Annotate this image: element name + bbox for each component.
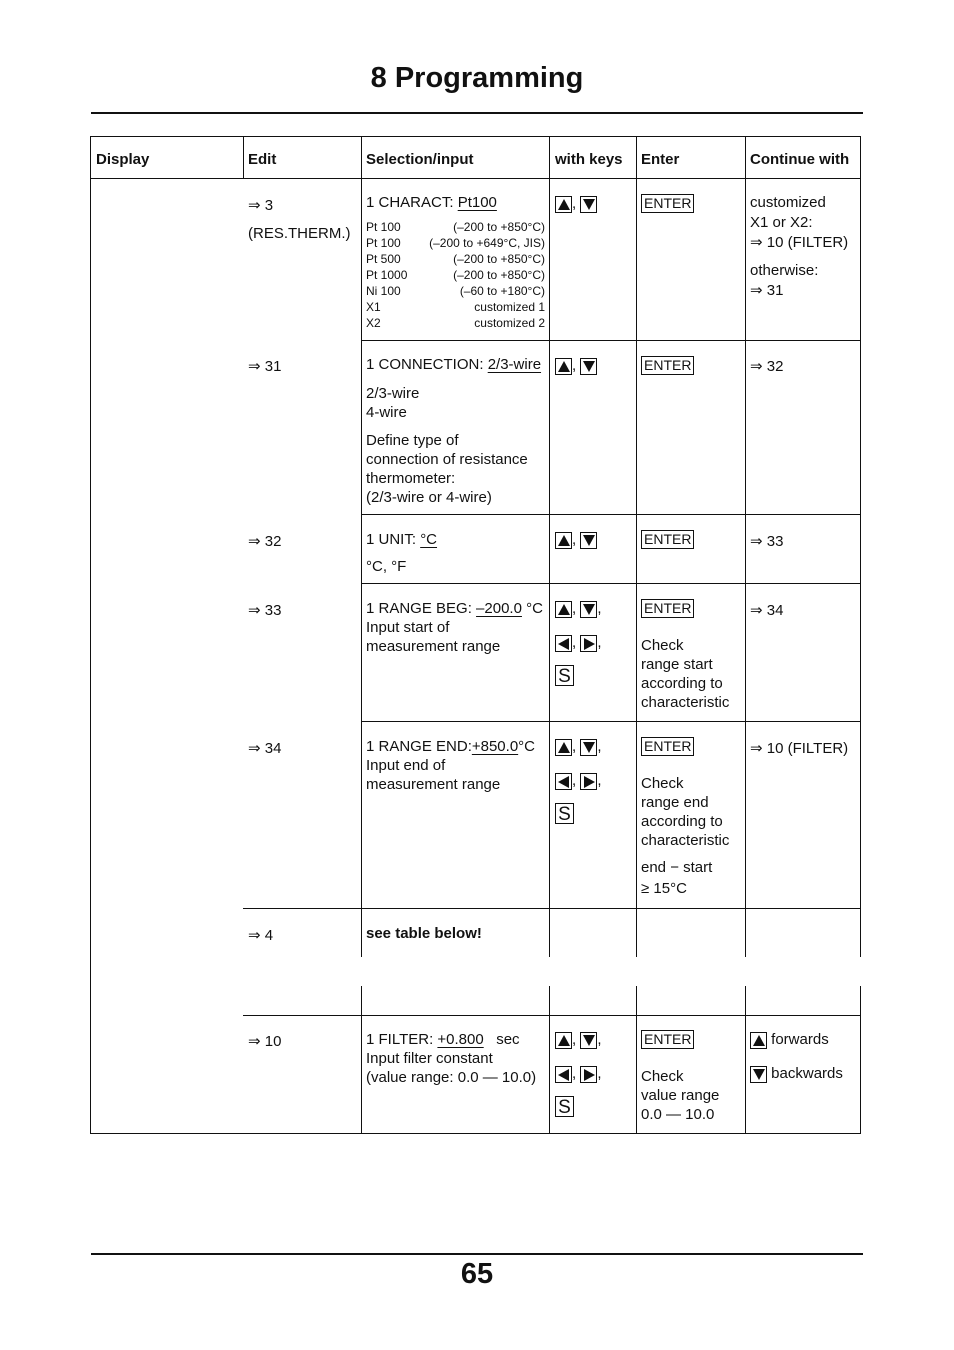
down-arrow-key-icon: [750, 1066, 767, 1083]
right-arrow-key-icon: [580, 773, 597, 790]
selection-cell: [366, 599, 543, 656]
header-enter: Enter: [641, 151, 680, 168]
check-text: value range: [641, 1087, 720, 1104]
table-line: [361, 583, 861, 584]
comma: ,: [572, 1065, 577, 1082]
right-arrow-key-icon: [580, 635, 597, 652]
enter-key: ENTER: [641, 356, 694, 375]
check-text: according to: [641, 813, 723, 830]
continue-target: 33: [766, 533, 784, 550]
comma: ,: [572, 738, 577, 755]
arrow-icon: ⇒: [248, 927, 261, 944]
option-list: [366, 219, 545, 331]
option-name: X1: [366, 300, 381, 314]
left-arrow-key-icon: [555, 635, 572, 652]
up-arrow-key-icon: [555, 1032, 572, 1049]
enter-key: ENTER: [641, 599, 694, 618]
comma: ,: [597, 1065, 602, 1082]
sel-value: °C: [420, 531, 438, 548]
option-name: X2: [366, 316, 381, 330]
list-item: [366, 267, 545, 283]
sel-prefix: 1 UNIT:: [366, 531, 421, 548]
down-arrow-key-icon: [580, 601, 597, 618]
enter-key: ENTER: [641, 194, 694, 213]
down-arrow-key-icon: [580, 739, 597, 756]
check-text: range start: [641, 656, 713, 673]
s-key-icon: S: [555, 1096, 574, 1117]
s-key-icon: S: [555, 803, 574, 824]
arrow-icon: ⇒: [248, 1033, 261, 1050]
enter-cell: [641, 599, 729, 712]
comma: ,: [572, 772, 577, 789]
arrow-icon: ⇒: [750, 234, 763, 251]
table-line: [636, 136, 637, 957]
table-line: [361, 514, 861, 515]
left-arrow-key-icon: [555, 1066, 572, 1083]
header-display: Display: [96, 151, 150, 168]
option-range: (–200 to +850°C): [453, 268, 545, 282]
list-item: [366, 299, 545, 315]
edit-value: 3: [264, 197, 274, 214]
check-text: 0.0 — 10.0: [641, 1106, 715, 1123]
keys-cell: [555, 737, 602, 825]
arrow-icon: ⇒: [248, 197, 261, 214]
sel-value: 2/3-wire: [487, 356, 542, 373]
arrow-icon: ⇒: [750, 358, 763, 375]
check-text: according to: [641, 675, 723, 692]
check-text: Check: [641, 637, 684, 654]
up-arrow-key-icon: [555, 358, 572, 375]
description-text: measurement range: [366, 776, 501, 793]
enter-key: ENTER: [641, 1030, 694, 1049]
check-text: characteristic: [641, 832, 730, 849]
comma: ,: [572, 531, 577, 548]
arrow-icon: ⇒: [750, 602, 763, 619]
edit-cell: [248, 601, 281, 620]
table-line: [361, 136, 362, 957]
arrow-icon: ⇒: [750, 533, 763, 550]
comma: ,: [572, 195, 577, 212]
down-arrow-key-icon: [580, 1032, 597, 1049]
description-text: (2/3-wire or 4-wire): [366, 489, 492, 506]
comma: ,: [597, 738, 602, 755]
sel-prefix: 1 CHARACT:: [366, 194, 458, 211]
comma: ,: [572, 634, 577, 651]
keys-cell: [555, 1030, 602, 1118]
enter-cell: [641, 530, 694, 549]
up-arrow-key-icon: [750, 1032, 767, 1049]
description-text: (value range: 0.0 — 10.0): [366, 1069, 537, 1086]
edit-cell: [248, 196, 351, 243]
continue-cell: [750, 193, 848, 301]
continue-target: 10 (FILTER): [766, 740, 849, 757]
table-line: [745, 986, 746, 1133]
arrow-icon: ⇒: [248, 740, 261, 757]
sel-prefix: 1 RANGE BEG:: [366, 600, 477, 617]
table-line: [243, 1015, 861, 1016]
sel-value: –200.0: [476, 600, 522, 617]
table-line: [361, 721, 861, 722]
up-arrow-key-icon: [555, 196, 572, 213]
option-range: (–200 to +850°C): [453, 252, 545, 266]
list-item: [366, 251, 545, 267]
enter-key: ENTER: [641, 737, 694, 756]
list-item: [366, 315, 545, 331]
table-line: [549, 136, 550, 957]
continue-target: 10 (FILTER): [766, 234, 849, 251]
down-arrow-key-icon: [580, 358, 597, 375]
continue-text: customized: [750, 194, 826, 211]
see-table-note: see table below!: [366, 925, 482, 942]
left-arrow-key-icon: [555, 773, 572, 790]
sel-prefix: 1 RANGE END:: [366, 738, 472, 755]
option-range: (–200 to +850°C): [453, 220, 545, 234]
sel-value: Pt100: [457, 194, 497, 211]
edit-cell: [248, 1032, 281, 1051]
arrow-icon: ⇒: [750, 282, 763, 299]
continue-text: otherwise:: [750, 262, 819, 279]
table-line: [860, 136, 861, 957]
comma: ,: [597, 634, 602, 651]
header-selection: Selection/input: [366, 151, 474, 168]
edit-sub: (RES.THERM.): [248, 225, 351, 242]
list-item: [366, 219, 545, 235]
continue-target: 34: [766, 602, 784, 619]
comma: ,: [572, 357, 577, 374]
enter-cell: [641, 1030, 719, 1124]
description-text: connection of resistance: [366, 451, 528, 468]
edit-value: 31: [264, 358, 282, 375]
right-arrow-key-icon: [580, 1066, 597, 1083]
selection-cell: [366, 1030, 536, 1087]
sel-value: +850.0: [471, 738, 519, 755]
option-name: Pt 100: [366, 220, 401, 234]
header-continue: Continue with: [750, 151, 850, 168]
down-arrow-key-icon: [580, 532, 597, 549]
sel-value: +0.800: [437, 1031, 484, 1048]
enter-key: ENTER: [641, 530, 694, 549]
arrow-icon: ⇒: [248, 358, 261, 375]
keys-cell: [555, 599, 602, 687]
up-arrow-key-icon: [555, 601, 572, 618]
up-arrow-key-icon: [555, 532, 572, 549]
description-text: thermometer:: [366, 470, 456, 487]
arrow-icon: ⇒: [248, 533, 261, 550]
selection-cell: [366, 530, 437, 576]
option-range: (–200 to +649°C, JIS): [429, 236, 545, 250]
table-line: [243, 136, 244, 178]
edit-value: 32: [264, 533, 282, 550]
enter-cell: [641, 356, 694, 375]
continue-target: 31: [766, 282, 784, 299]
continue-cell: [750, 1030, 843, 1084]
edit-cell: [248, 357, 281, 376]
arrow-icon: ⇒: [248, 602, 261, 619]
list-item: [366, 283, 545, 299]
option-text: 2/3-wire: [366, 385, 420, 402]
edit-cell: [248, 532, 281, 551]
selection-cell: [366, 737, 535, 794]
list-item: [366, 235, 545, 251]
edit-value: 34: [264, 740, 282, 757]
table-line: [361, 340, 861, 341]
table-line: [90, 136, 91, 1133]
table-line: [636, 986, 637, 1133]
selection-cell: [366, 355, 541, 507]
sel-suffix: sec: [483, 1031, 520, 1048]
table-line: [860, 986, 861, 1133]
table-line: [549, 986, 550, 1133]
enter-cell: [641, 194, 694, 213]
comma: ,: [597, 1031, 602, 1048]
sel-prefix: 1 FILTER:: [366, 1031, 438, 1048]
page-title: 8 Programming: [370, 62, 584, 94]
continue-text: X1 or X2:: [750, 214, 813, 231]
option-range: customized 2: [474, 316, 545, 330]
option-range: customized 1: [474, 300, 545, 314]
sel-suffix: °C: [518, 738, 535, 755]
backwards-label: backwards: [771, 1065, 843, 1082]
table-line: [243, 908, 861, 909]
up-arrow-key-icon: [555, 739, 572, 756]
keys-cell: [555, 356, 597, 376]
description-text: Define type of: [366, 432, 459, 449]
edit-cell: [248, 739, 281, 758]
continue-target: 32: [766, 358, 784, 375]
selection-cell: [366, 193, 545, 331]
check-text: Check: [641, 1068, 684, 1085]
check-text: ≥ 15°C: [641, 880, 687, 897]
comma: ,: [572, 1031, 577, 1048]
check-text: range end: [641, 794, 709, 811]
description-text: Input end of: [366, 757, 446, 774]
continue-cell: [750, 357, 783, 376]
arrow-icon: ⇒: [750, 740, 763, 757]
comma: ,: [597, 772, 602, 789]
description-text: Input filter constant: [366, 1050, 493, 1067]
continue-cell: [750, 532, 783, 551]
option-range: (–60 to +180°C): [459, 284, 545, 298]
description-text: measurement range: [366, 638, 501, 655]
edit-value: 4: [264, 927, 274, 944]
comma: ,: [597, 600, 602, 617]
description-text: Input start of: [366, 619, 450, 636]
continue-cell: [750, 739, 848, 758]
comma: ,: [572, 600, 577, 617]
table-line: [361, 986, 362, 1133]
top-rule: [91, 112, 863, 114]
table-line: [90, 1133, 861, 1134]
option-name: Pt 1000: [366, 268, 408, 282]
sel-suffix: °C: [521, 600, 543, 617]
option-name: Pt 100: [366, 236, 401, 250]
check-text: characteristic: [641, 694, 730, 711]
edit-value: 33: [264, 602, 282, 619]
edit-cell: [248, 926, 273, 945]
keys-cell: [555, 530, 597, 550]
down-arrow-key-icon: [580, 196, 597, 213]
check-text: end − start: [641, 859, 713, 876]
enter-cell: [641, 737, 729, 898]
header-keys: with keys: [555, 151, 623, 168]
header-edit: Edit: [248, 151, 277, 168]
s-key-icon: S: [555, 665, 574, 686]
keys-cell: [555, 194, 597, 214]
option-text: 4-wire: [366, 404, 407, 421]
check-text: Check: [641, 775, 684, 792]
option-name: Ni 100: [366, 284, 401, 298]
forwards-label: forwards: [771, 1031, 829, 1048]
page-number: 65: [460, 1258, 494, 1290]
option-name: Pt 500: [366, 252, 401, 266]
option-text: °C, °F: [366, 558, 407, 575]
edit-value: 10: [264, 1033, 282, 1050]
bottom-rule: [91, 1253, 863, 1255]
sel-prefix: 1 CONNECTION:: [366, 356, 488, 373]
table-line: [745, 136, 746, 957]
continue-cell: [750, 601, 783, 620]
